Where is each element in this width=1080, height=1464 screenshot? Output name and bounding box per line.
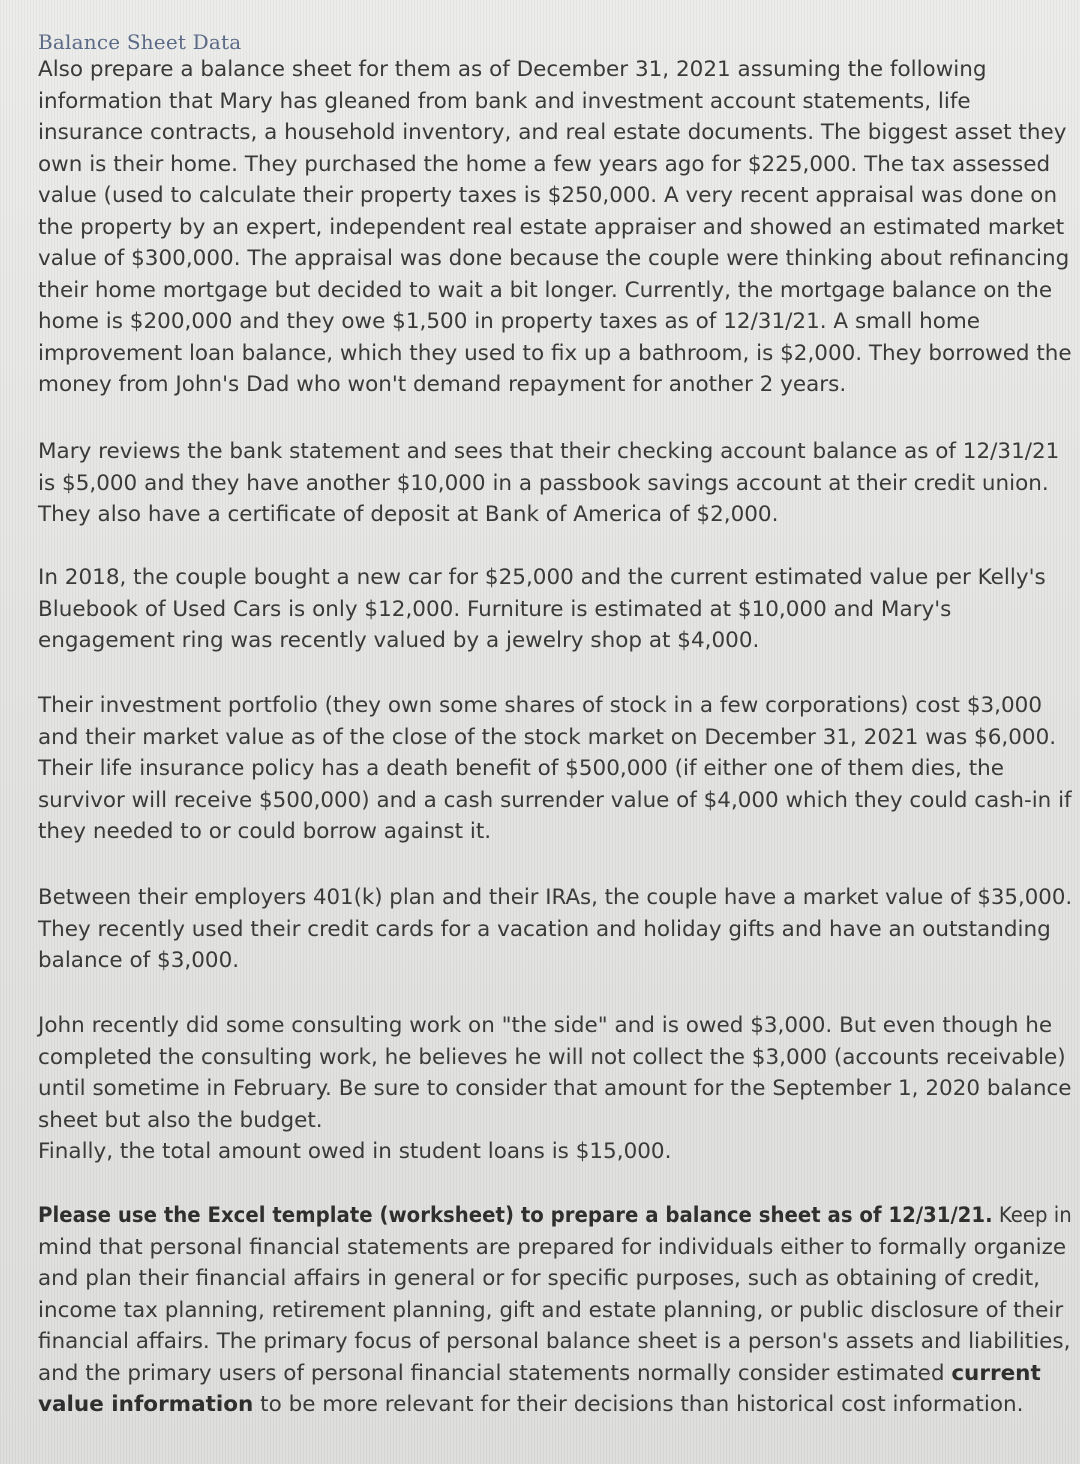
text-line: balance of $3,000. bbox=[38, 948, 240, 973]
text-line: information that Mary has gleaned from bank and investment account statements, life bbox=[38, 88, 971, 114]
text-line: and their market value as of the close of the stock market on December 31, 2021 was $6,000. bbox=[38, 724, 1057, 750]
paragraph-retirement-credit-cards bbox=[38, 882, 1073, 977]
text-line: the property by an expert, independent real estate appraiser and showed an estimated market bbox=[38, 214, 1065, 240]
text-line: They recently used their credit cards for a vacation and holiday gifts and have an outstanding bbox=[38, 916, 1051, 942]
text-line: Also prepare a balance sheet for them as of December 31, 2021 assuming the following bbox=[38, 57, 987, 82]
text-line bbox=[38, 1389, 1066, 1421]
text-line: is $5,000 and they have another $10,000 in a passbook savings account at their credit union. bbox=[38, 470, 1049, 496]
text-line: value (used to calculate their property taxes is $250,000. A very recent appraisal was done on bbox=[38, 183, 1058, 208]
text-line bbox=[38, 1358, 1066, 1390]
paragraph-car-furniture-ring bbox=[38, 562, 1066, 657]
bold-term: current bbox=[951, 1360, 1041, 1386]
text-line: mind that personal financial statements are prepared for individuals either to formally organize bbox=[38, 1234, 1067, 1260]
text-line: financial affairs. The primary focus of personal balance sheet is a person's assets and liabilities, bbox=[38, 1329, 1071, 1354]
text-line: own is their home. They purchased the home a few years ago for $225,000. The tax assessed bbox=[38, 151, 1051, 177]
text-line: They also have a certificate of deposit at Bank of America of $2,000. bbox=[38, 502, 779, 527]
text-line: money from John's Dad who won't demand repayment for another 2 years. bbox=[38, 372, 847, 397]
paragraph-instructions bbox=[38, 1200, 1072, 1421]
text-fragment: to be more relevant for their decisions than historical cost information. bbox=[253, 1392, 1024, 1417]
paragraph-investments-insurance bbox=[38, 690, 1072, 848]
text-line: value of $300,000. The appraisal was done because the couple were thinking about refinancing bbox=[38, 246, 1070, 271]
text-line: and plan their financial affairs in general or for specific purposes, such as obtaining of credit, bbox=[38, 1266, 1040, 1291]
text-line: sheet but also the budget. bbox=[38, 1107, 323, 1133]
text-line: improvement loan balance, which they used to fix up a bathroom, is $2,000. They borrowed the bbox=[38, 340, 1072, 366]
text-line bbox=[38, 1200, 1072, 1232]
text-line: John recently did some consulting work on "the side" and is owed $3,000. But even though he bbox=[38, 1013, 1053, 1038]
text-line: income tax planning, retirement planning, gift and estate planning, or public disclosure of their bbox=[38, 1297, 1064, 1323]
text-line: Between their employers 401(k) plan and their IRAs, the couple have a market value of $35,000. bbox=[38, 885, 1073, 910]
bold-term: value information bbox=[38, 1392, 254, 1417]
paragraph-bank-accounts bbox=[38, 436, 1066, 531]
text-fragment: and the primary users of personal financial statements normally consider estimated bbox=[38, 1360, 952, 1386]
bold-instruction: Please use the Excel template (worksheet) to prepare a balance sheet as of 12/31/21. bbox=[38, 1203, 993, 1228]
text-line: engagement ring was recently valued by a jewelry shop at $4,000. bbox=[38, 628, 760, 653]
text-line: their home mortgage but decided to wait a bit longer. Currently, the mortgage balance on the bbox=[38, 277, 1053, 303]
text-line: Finally, the total amount owed in student loans is $15,000. bbox=[38, 1139, 672, 1164]
text-line: Mary reviews the bank statement and sees that their checking account balance as of 12/31/21 bbox=[38, 439, 1060, 464]
text-line: Their investment portfolio (they own some shares of stock in a few corporations) cost $3,000 bbox=[38, 693, 1043, 718]
paragraph-consulting-student-loans bbox=[38, 1010, 1072, 1168]
text-line: insurance contracts, a household inventory, and real estate documents. The biggest asset they bbox=[38, 120, 1067, 145]
text-line: home is $200,000 and they owe $1,500 in property taxes as of 12/31/21. A small home bbox=[38, 309, 981, 334]
text-line: they needed to or could borrow against it. bbox=[38, 819, 492, 844]
document-heading: Balance Sheet Data bbox=[38, 30, 242, 54]
text-line: Their life insurance policy has a death benefit of $500,000 (if either one of them dies, the bbox=[38, 756, 1004, 781]
text-line: Bluebook of Used Cars is only $12,000. Furniture is estimated at $10,000 and Mary's bbox=[38, 596, 952, 622]
text-line: completed the consulting work, he believes he will not collect the $3,000 (accounts receivable) bbox=[38, 1044, 1066, 1070]
text-line: In 2018, the couple bought a new car for $25,000 and the current estimated value per Kelly's bbox=[38, 565, 1046, 590]
text-fragment: Keep in bbox=[992, 1203, 1072, 1228]
text-line: until sometime in February. Be sure to consider that amount for the September 1, 2020 balance bbox=[38, 1076, 1072, 1101]
paragraph-home-and-mortgage bbox=[38, 54, 1072, 401]
text-line: survivor will receive $500,000) and a cash surrender value of $4,000 which they could cash-in if bbox=[38, 787, 1072, 813]
